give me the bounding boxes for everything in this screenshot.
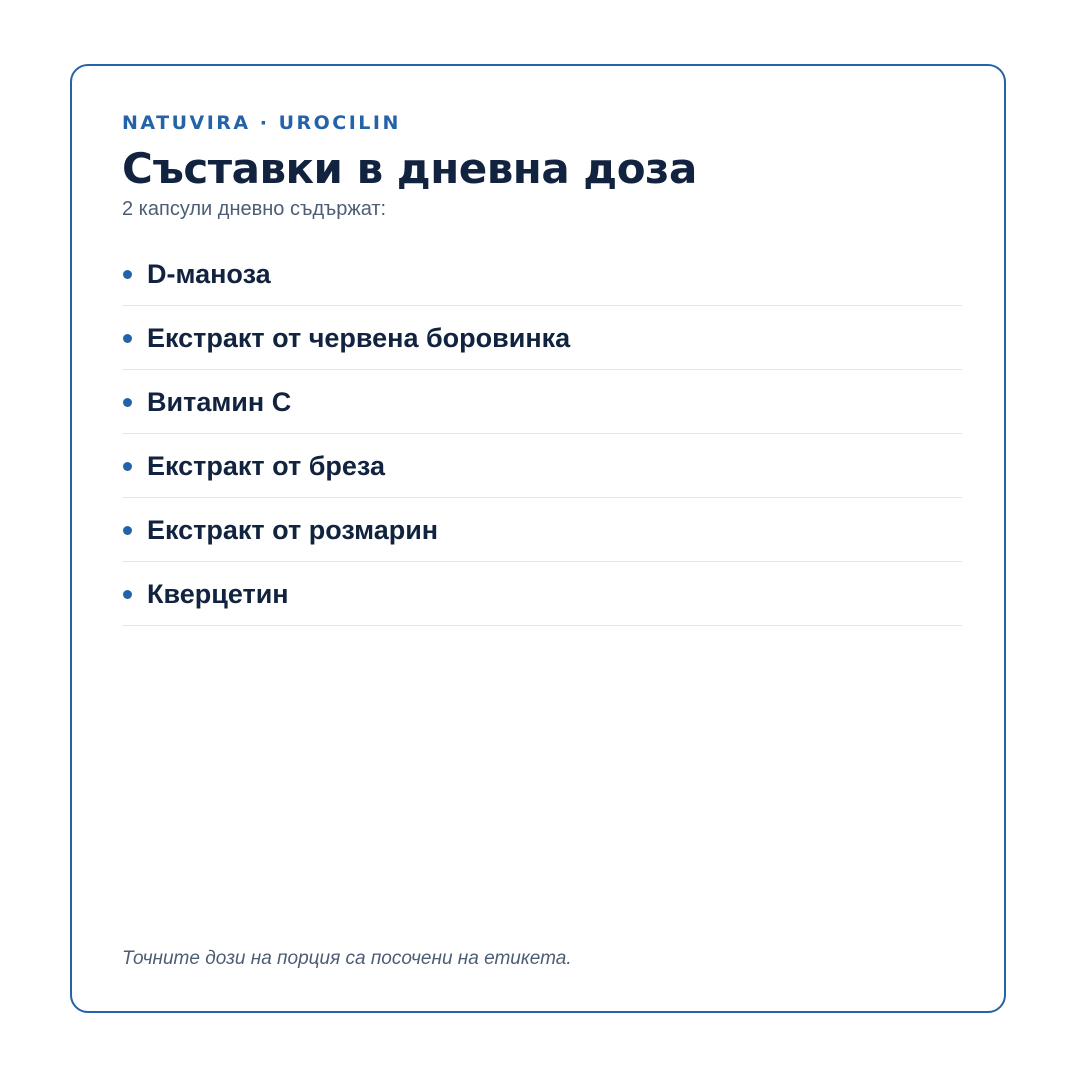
list-item [122,498,962,562]
bullet-icon [123,334,132,343]
bullet-icon [123,270,132,279]
page-title: Съставки в дневна доза [122,144,697,193]
bullet-icon [123,398,132,407]
ingredient-label: Екстракт от червена боровинка [147,323,571,353]
list-item [122,434,962,498]
ingredient-label: Екстракт от розмарин [147,515,439,545]
ingredient-label: Витамин C [147,387,292,417]
ingredient-label: Кверцетин [147,579,289,609]
list-item [122,306,962,370]
bullet-icon [123,462,132,471]
list-item [122,242,962,306]
bullet-icon [123,526,132,535]
ingredients-list [122,242,962,626]
ingredient-label: D-маноза [147,259,271,289]
bullet-icon [123,590,132,599]
ingredients-card [70,64,1006,1013]
brand-eyebrow: NATUVIRA · UROCILIN [122,112,401,134]
subtitle: 2 капсули дневно съдържат: [122,198,387,220]
list-item [122,562,962,626]
list-item [122,370,962,434]
ingredient-label: Екстракт от бреза [147,451,385,481]
footnote: Точните дози на порция са посочени на етикета. [122,948,572,969]
